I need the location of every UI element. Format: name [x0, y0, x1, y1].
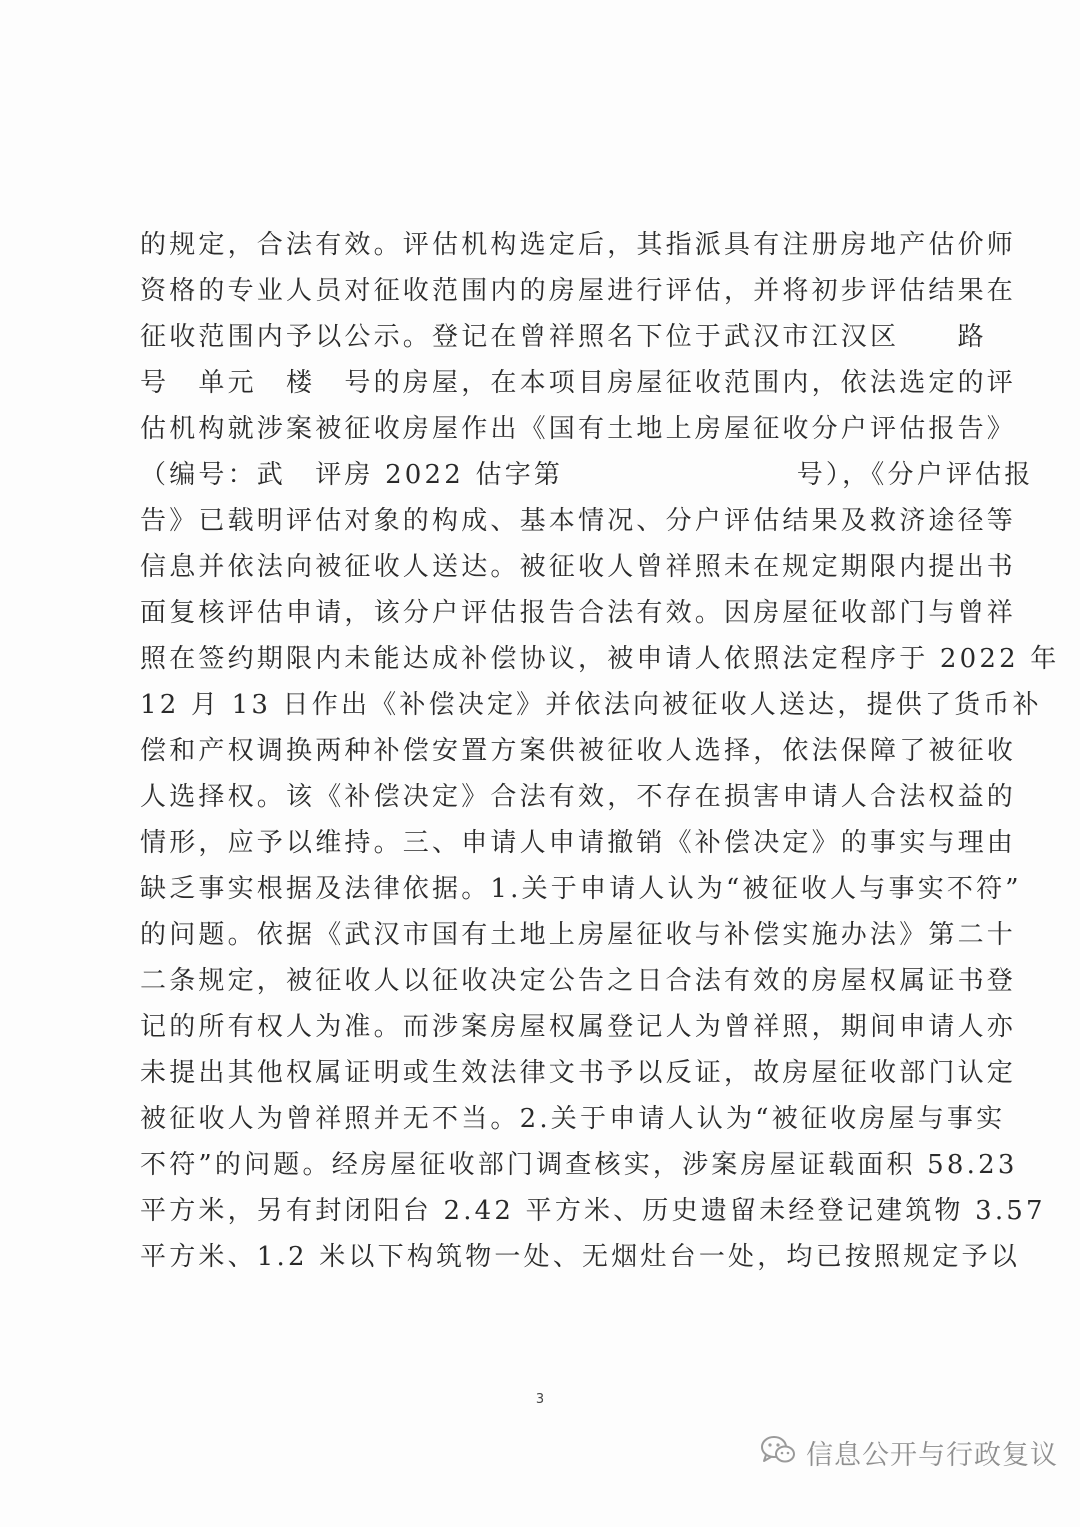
body-line: 人选择权。该《补偿决定》合法有效，不存在损害申请人合法权益的 — [140, 782, 1017, 812]
body-line: 未提出其他权属证明或生效法律文书予以反证，故房屋征收部门认定 — [140, 1058, 1017, 1088]
body-line: 面复核评估申请，该分户评估报告合法有效。因房屋征收部门与曾祥 — [140, 598, 1017, 628]
body-line: 告》已载明评估对象的构成、基本情况、分户评估结果及救济途径等 — [140, 506, 1017, 536]
body-line: 12 月 13 日作出《补偿决定》并依法向被征收人送达，提供了货币补 — [140, 690, 1042, 720]
body-line: （编号：武 评房 2022 估字第 号），《分户评估报 — [140, 460, 1034, 490]
watermark-text: 信息公开与行政复议 — [806, 1439, 1058, 1471]
body-line: 资格的专业人员对征收范围内的房屋进行评估，并将初步评估结果在 — [140, 276, 1017, 306]
body-line: 征收范围内予以公示。登记在曾祥照名下位于武汉市江汉区 路 — [140, 322, 987, 352]
wechat-icon — [760, 1435, 796, 1469]
body-line: 不符”的问题。经房屋征收部门调查核实，涉案房屋证载面积 58.23 — [140, 1150, 1018, 1180]
page-number: 3 — [535, 1392, 545, 1407]
body-line: 被征收人为曾祥照并无不当。2.关于申请人认为“被征收房屋与事实 — [140, 1104, 1006, 1134]
body-line: 平方米，另有封闭阳台 2.42 平方米、历史遗留未经登记建筑物 3.57 — [140, 1196, 1046, 1226]
body-line: 号 单元 楼 号的房屋，在本项目房屋征收范围内，依法选定的评 — [140, 368, 1017, 398]
body-line: 二条规定，被征收人以征收决定公告之日合法有效的房屋权属证书登 — [140, 966, 1017, 996]
watermark — [760, 1430, 1058, 1474]
body-line: 偿和产权调换两种补偿安置方案供被征收人选择，依法保障了被征收 — [140, 736, 1017, 766]
body-line: 照在签约期限内未能达成补偿协议，被申请人依照法定程序于 2022 年 — [140, 644, 1060, 674]
body-line: 信息并依法向被征收人送达。被征收人曾祥照未在规定期限内提出书 — [140, 552, 1017, 582]
document-body — [140, 222, 1060, 1280]
body-line: 情形，应予以维持。三、申请人申请撤销《补偿决定》的事实与理由 — [140, 828, 1017, 858]
body-line: 平方米、1.2 米以下构筑物一处、无烟灶台一处，均已按照规定予以 — [140, 1242, 1021, 1272]
body-line: 的规定，合法有效。评估机构选定后，其指派具有注册房地产估价师 — [140, 230, 1017, 260]
body-line: 记的所有权人为准。而涉案房屋权属登记人为曾祥照，期间申请人亦 — [140, 1012, 1017, 1042]
body-line: 缺乏事实根据及法律依据。1.关于申请人认为“被征收人与事实不符” — [140, 874, 1022, 904]
body-line: 估机构就涉案被征收房屋作出《国有土地上房屋征收分户评估报告》 — [140, 414, 1017, 444]
body-line: 的问题。依据《武汉市国有土地上房屋征收与补偿实施办法》第二十 — [140, 920, 1017, 950]
